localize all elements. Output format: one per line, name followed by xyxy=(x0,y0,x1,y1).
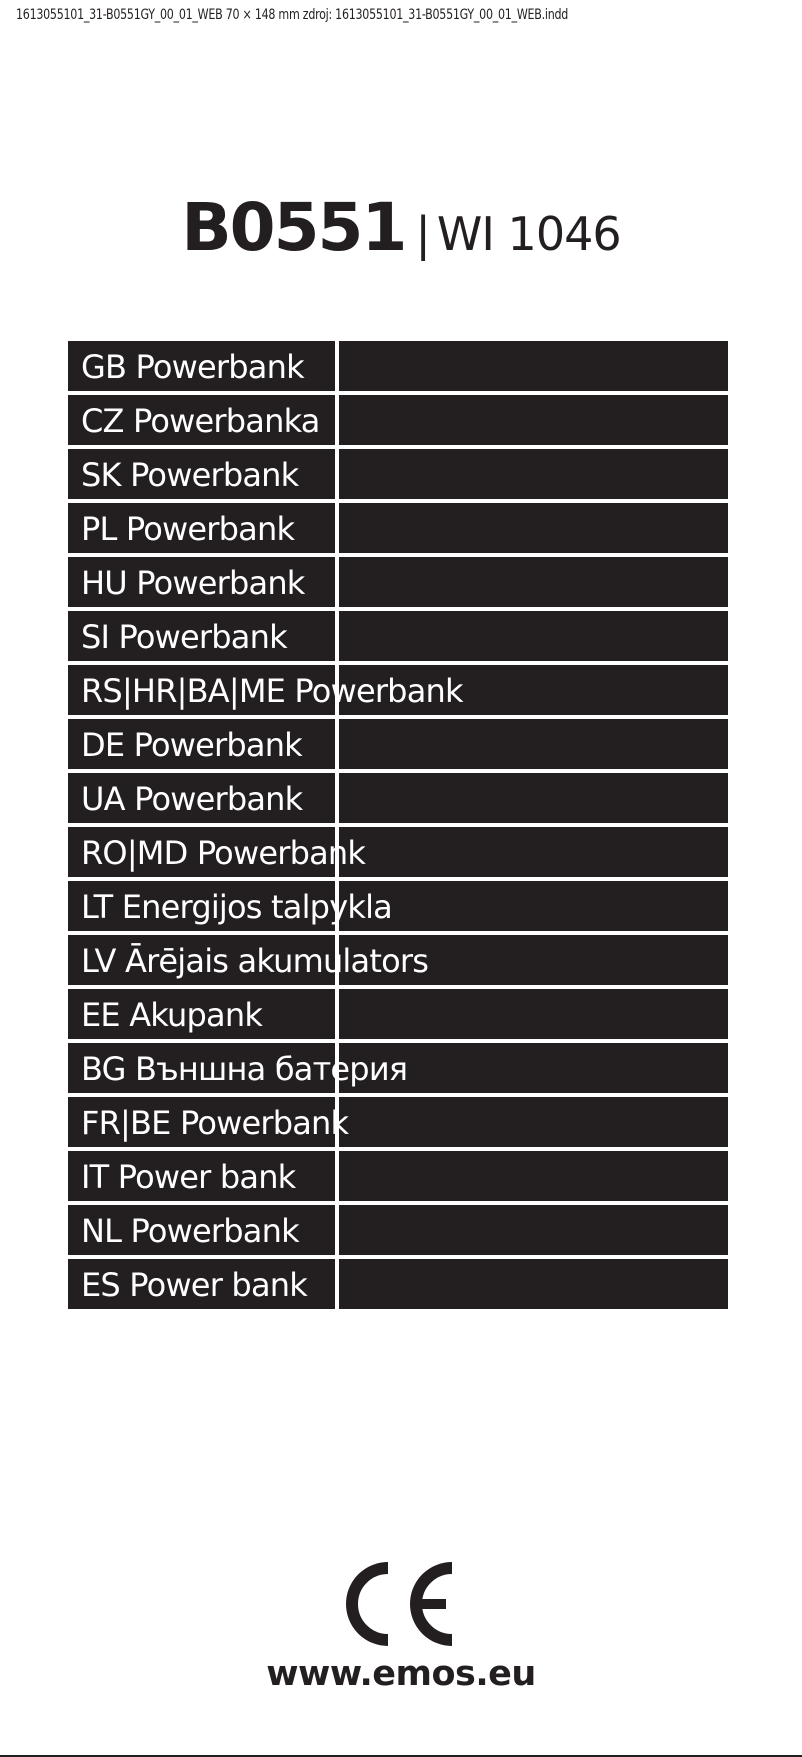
table-cell-blank xyxy=(339,1259,728,1309)
table-row xyxy=(68,449,728,499)
product-name-label: CZ Powerbanka xyxy=(81,402,320,440)
table-cell-blank xyxy=(339,1097,728,1147)
table-cell-blank xyxy=(339,395,728,445)
table-cell-blank xyxy=(339,827,728,877)
table-cell-blank xyxy=(339,449,728,499)
table-row xyxy=(68,1205,728,1255)
table-cell-blank xyxy=(339,1151,728,1201)
product-name-label: BG Външна батерия xyxy=(81,1050,408,1088)
product-name-label: LV Ārējais akumulators xyxy=(81,942,429,980)
table-row xyxy=(68,1097,728,1147)
table-cell-blank xyxy=(339,881,728,931)
table-cell-blank xyxy=(339,773,728,823)
table-row xyxy=(68,557,728,607)
table-row xyxy=(68,1151,728,1201)
product-name-label: DE Powerbank xyxy=(81,726,302,764)
product-name-label: UA Powerbank xyxy=(81,780,303,818)
table-cell-blank xyxy=(339,989,728,1039)
product-name-label: PL Powerbank xyxy=(81,510,295,548)
table-cell-blank xyxy=(339,1205,728,1255)
product-code: WI 1046 xyxy=(436,207,621,261)
table-row xyxy=(68,935,728,985)
table-cell-blank xyxy=(339,557,728,607)
product-name-label: SI Powerbank xyxy=(81,618,287,656)
website-url[interactable]: www.emos.eu xyxy=(266,1654,536,1694)
table-cell-blank xyxy=(339,341,728,391)
table-row xyxy=(68,1043,728,1093)
product-name-label: HU Powerbank xyxy=(81,564,305,602)
product-name-label: NL Powerbank xyxy=(81,1212,299,1250)
table-row xyxy=(68,665,728,715)
title-separator: | xyxy=(415,207,431,261)
table-row xyxy=(68,503,728,553)
product-name-table xyxy=(68,341,728,1313)
table-row xyxy=(68,881,728,931)
product-name-label: LT Energijos talpykla xyxy=(81,888,392,926)
table-row xyxy=(68,1259,728,1309)
print-slug-line: 1613055101_31-B0551GY_00_01_WEB 70 × 148 mm zdroj: 1613055101_31-B0551GY_00_01_WEB.indd xyxy=(16,7,569,23)
product-name-label: FR|BE Powerbank xyxy=(81,1104,349,1142)
table-cell-blank xyxy=(339,503,728,553)
product-name-label: SK Powerbank xyxy=(81,456,299,494)
product-name-label: EE Akupank xyxy=(81,996,263,1034)
table-row xyxy=(68,395,728,445)
table-row xyxy=(68,341,728,391)
table-cell-blank xyxy=(339,719,728,769)
table-row xyxy=(68,989,728,1039)
model-number: B0551 xyxy=(181,189,406,266)
product-name-label: RS|HR|BA|ME Powerbank xyxy=(81,672,463,710)
table-row xyxy=(68,719,728,769)
document-title xyxy=(0,189,802,266)
product-name-label: IT Power bank xyxy=(81,1158,296,1196)
table-cell-blank xyxy=(339,611,728,661)
product-name-label: GB Powerbank xyxy=(81,348,304,386)
product-name-label: ES Power bank xyxy=(81,1266,307,1304)
product-name-label: RO|MD Powerbank xyxy=(81,834,366,872)
table-row xyxy=(68,827,728,877)
table-row xyxy=(68,773,728,823)
ce-mark-icon xyxy=(336,1560,458,1648)
table-row xyxy=(68,611,728,661)
